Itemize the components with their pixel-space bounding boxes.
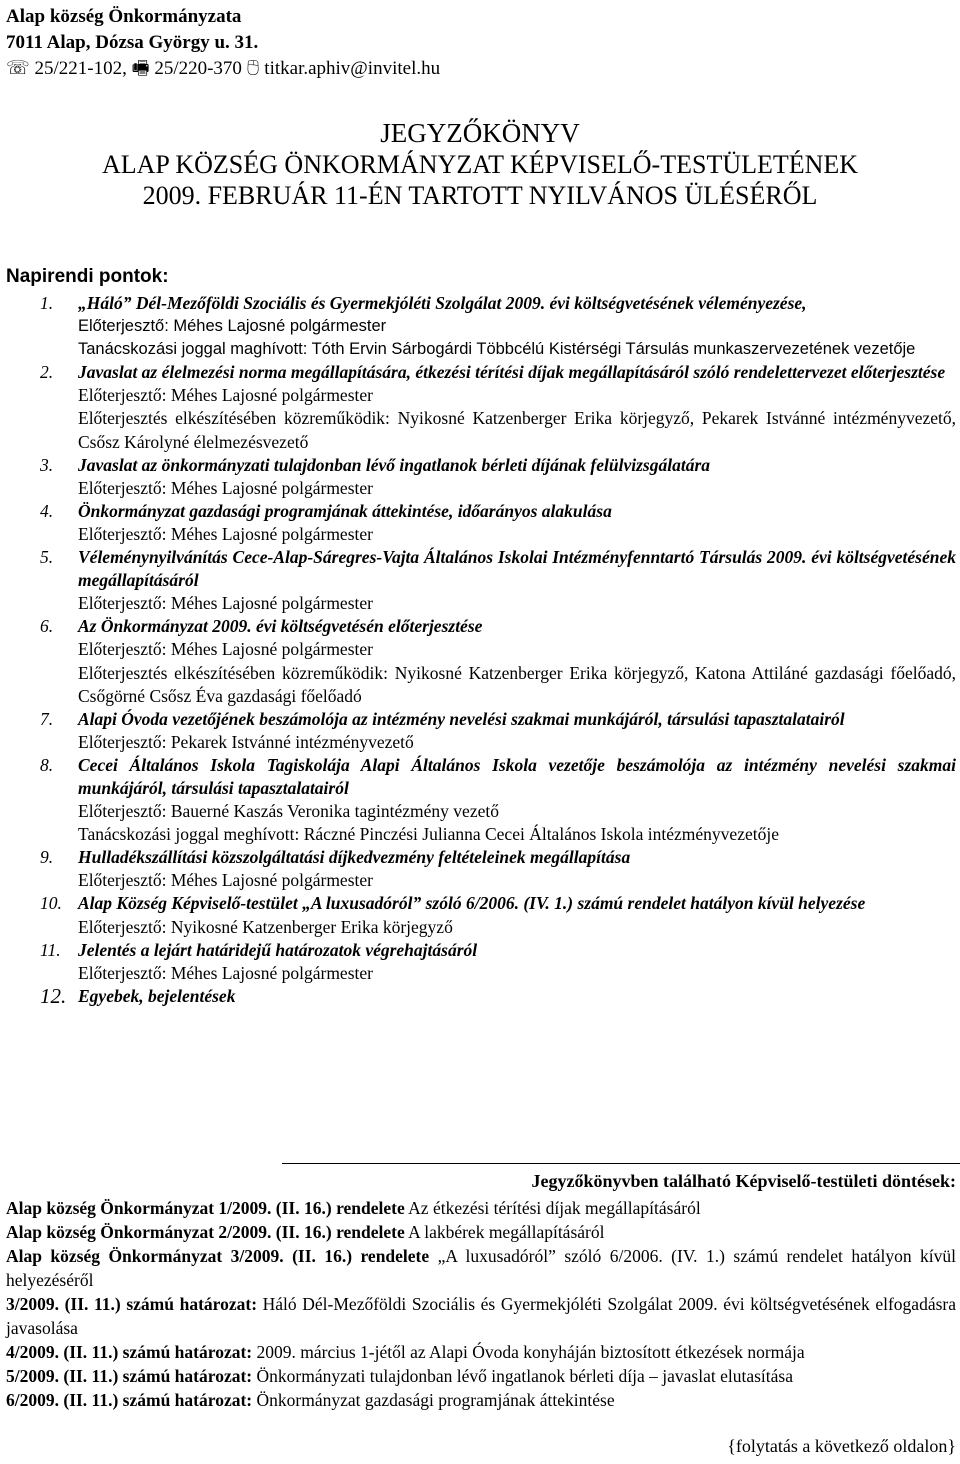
agenda-item (40, 846, 956, 892)
contact-line (6, 56, 440, 82)
agenda-item-number: 12. (40, 983, 67, 1008)
decision-subject: Az étkezési térítési díjak megállapításáról (404, 1198, 701, 1218)
agenda-item-number: 9. (40, 847, 54, 868)
agenda-item-number: 10. (40, 893, 62, 914)
agenda-item-note: Tanácskozási joggal meghívott: Ráczné Pinczési Julianna Cecei Általános Iskola intézményvezetője (78, 824, 779, 845)
agenda-item-title: Alapi Óvoda vezetőjének beszámolója az intézmény nevelési szakmai munkájáról, társulási tapasztalatairól (78, 708, 845, 729)
agenda-item-note: Előterjesztés elkészítésében közreműködik: Nyikosné Katzenberger Erika körjegyző, Pekarek Istvánné intézményvezető, Csősz Károlyné élelmezésvezető (78, 408, 956, 452)
agenda-item-title: Javaslat az élelmezési norma megállapítására, étkezési térítési díjak megállapításáról szóló rendelettervezet előterjesztése (78, 362, 946, 383)
decision-reference: Alap község Önkormányzat 3/2009. (II. 16.) rendelete (6, 1246, 430, 1266)
decision-entry (6, 1220, 956, 1244)
decision-reference: Alap község Önkormányzat 1/2009. (II. 16.) rendelete (6, 1198, 405, 1218)
agenda-item-number: 11. (40, 939, 61, 960)
decisions-list (6, 1196, 956, 1412)
agenda-item-presenter: Előterjesztő: Méhes Lajosné polgármester (78, 870, 373, 891)
agenda-item (40, 985, 956, 1008)
agenda-item-presenter: Előterjesztő: Méhes Lajosné polgármester (78, 962, 373, 983)
document-title (0, 118, 960, 211)
title-line-2: ALAP KÖZSÉG ÖNKORMÁNYZAT KÉPVISELŐ-TESTÜLETÉNEK (101, 150, 859, 179)
decision-entry (6, 1292, 956, 1340)
agenda-item-presenter: Előterjesztő: Méhes Lajosné polgármester (78, 639, 373, 660)
agenda-item-presenter: Előterjesztő: Méhes Lajosné polgármester (78, 317, 387, 336)
decision-entry (6, 1388, 956, 1412)
email-icon: 🖰 (246, 58, 260, 79)
agenda-item-presenter: Előterjesztő: Méhes Lajosné polgármester (78, 477, 373, 498)
decision-entry (6, 1364, 956, 1388)
agenda-item-title: „Háló” Dél-Mezőföldi Szociális és Gyermekjóléti Szolgálat 2009. évi költségvetésének véleményezése, (78, 293, 807, 313)
agenda-item-title: Egyebek, bejelentések (78, 985, 236, 1006)
decision-entry (6, 1244, 956, 1292)
agenda-item-number: 7. (40, 708, 54, 729)
agenda-item-presenter: Előterjesztő: Méhes Lajosné polgármester (78, 385, 373, 406)
agenda-item-title: Véleménynyilvánítás Cece-Alap-Sáregres-Vajta Általános Iskolai Intézményfenntartó Társulás 2009. évi költségvetésének megállapításáról (78, 547, 956, 591)
email-address: titkar.aphiv@invitel.hu (264, 58, 441, 79)
org-name: Alap község Önkormányzata (6, 6, 242, 27)
agenda-item-note: Tanácskozási joggal maghívott: Tóth Ervin Sárbogárdi Többcélú Kistérségi Társulás munkaszervezetének vezetője (78, 340, 916, 359)
decision-reference: 6/2009. (II. 11.) számú határozat: (6, 1390, 253, 1410)
decision-entry (6, 1340, 956, 1364)
letterhead (6, 4, 440, 82)
agenda-item-number: 4. (40, 500, 54, 521)
agenda-item-title: Hulladékszállítási közszolgáltatási díjkedvezmény feltételeinek megállapítása (78, 847, 631, 868)
agenda-item-presenter: Előterjesztő: Méhes Lajosné polgármester (78, 523, 373, 544)
org-address: 7011 Alap, Dózsa György u. 31. (6, 32, 259, 53)
decisions-heading: Jegyzőkönyvben található Képviselő-testületi döntések: (531, 1171, 956, 1191)
phone-number: 25/221-102, (34, 58, 127, 79)
agenda-item-number: 2. (40, 362, 54, 383)
agenda-item (40, 939, 956, 985)
agenda-heading: Napirendi pontok: (6, 266, 169, 287)
decision-subject: Önkormányzat gazdasági programjának áttekintése (252, 1390, 615, 1410)
agenda-item-number: 3. (40, 454, 54, 475)
agenda-item (40, 754, 956, 846)
agenda-item-number: 6. (40, 616, 54, 637)
decision-reference: 3/2009. (II. 11.) számú határozat: (6, 1294, 258, 1314)
agenda-item-title: Önkormányzat gazdasági programjának áttekintése, időarányos alakulása (78, 500, 612, 521)
title-line-3: 2009. FEBRUÁR 11-ÉN TARTOTT NYILVÁNOS ÜLÉSÉRŐL (142, 181, 818, 210)
agenda-item-presenter: Előterjesztő: Bauerné Kaszás Veronika tagintézmény vezető (78, 801, 499, 822)
agenda-item (40, 892, 956, 938)
decision-subject: A lakbérek megállapításáról (404, 1222, 605, 1242)
agenda-item-note: Előterjesztés elkészítésében közreműködik: Nyikosné Katzenberger Erika körjegyző, Katona Attiláné gazdasági főelőadó, Csőgörné Csősz Éva gazdasági főelőadó (78, 662, 956, 706)
phone-icon: ☏ (6, 58, 30, 79)
agenda-item-number: 8. (40, 754, 54, 775)
decision-reference: 4/2009. (II. 11.) számú határozat: (6, 1342, 253, 1362)
decision-subject: Háló Dél-Mezőföldi Szociális és Gyermekjóléti Szolgálat 2009. évi költségvetésének elfogadásra javasolása (6, 1294, 956, 1338)
agenda-item-title: Cecei Általános Iskola Tagiskolája Alapi Általános Iskola vezetője beszámolója az intézmény nevelési szakmai munkájáról, társulási tapasztalatairól (78, 754, 956, 798)
decision-reference: 5/2009. (II. 11.) számú határozat: (6, 1366, 253, 1386)
agenda-item (40, 708, 956, 754)
agenda-item (40, 500, 956, 546)
agenda-item-title: Az Önkormányzat 2009. évi költségvetésén előterjesztése (78, 616, 483, 637)
agenda-item-presenter: Előterjesztő: Méhes Lajosné polgármester (78, 593, 373, 614)
agenda-item (40, 292, 956, 361)
fax-number: 25/220-370 (154, 58, 242, 79)
agenda-item-number: 5. (40, 547, 54, 568)
decision-subject: „A luxusadóról” szóló 6/2006. (IV. 1.) számú rendelet hatályon kívül helyezéséről (6, 1246, 957, 1290)
continuation-note: {folytatás a következő oldalon} (727, 1436, 956, 1456)
agenda-item (40, 361, 956, 453)
decision-subject: Önkormányzati tulajdonban lévő ingatlanok bérleti díja – javaslat elutasítása (252, 1366, 794, 1386)
agenda-item (40, 454, 956, 500)
agenda-item-presenter: Előterjesztő: Nyikosné Katzenberger Erika körjegyző (78, 916, 453, 937)
decision-entry (6, 1196, 956, 1220)
decision-reference: Alap község Önkormányzat 2/2009. (II. 16.) rendelete (6, 1222, 405, 1242)
agenda-list (40, 292, 956, 1008)
fax-icon: 🖷 (131, 58, 150, 79)
agenda-item (40, 615, 956, 707)
section-divider (282, 1163, 960, 1164)
agenda-item-number: 1. (40, 293, 54, 313)
agenda-item-presenter: Előterjesztő: Pekarek Istvánné intézményvezető (78, 731, 414, 752)
title-line-1: JEGYZŐKÖNYV (380, 118, 580, 148)
agenda-item (40, 546, 956, 615)
agenda-item-title: Alap Község Képviselő-testület „A luxusadóról” szóló 6/2006. (IV. 1.) számú rendelet hatályon kívül helyezése (78, 893, 866, 914)
agenda-item-title: Javaslat az önkormányzati tulajdonban lévő ingatlanok bérleti díjának felülvizsgálatára (78, 454, 711, 475)
decision-subject: 2009. március 1-jétől az Alapi Óvoda konyháján biztosított étkezések normája (252, 1342, 805, 1362)
agenda-item-title: Jelentés a lejárt határidejű határozatok végrehajtásáról (78, 939, 478, 960)
